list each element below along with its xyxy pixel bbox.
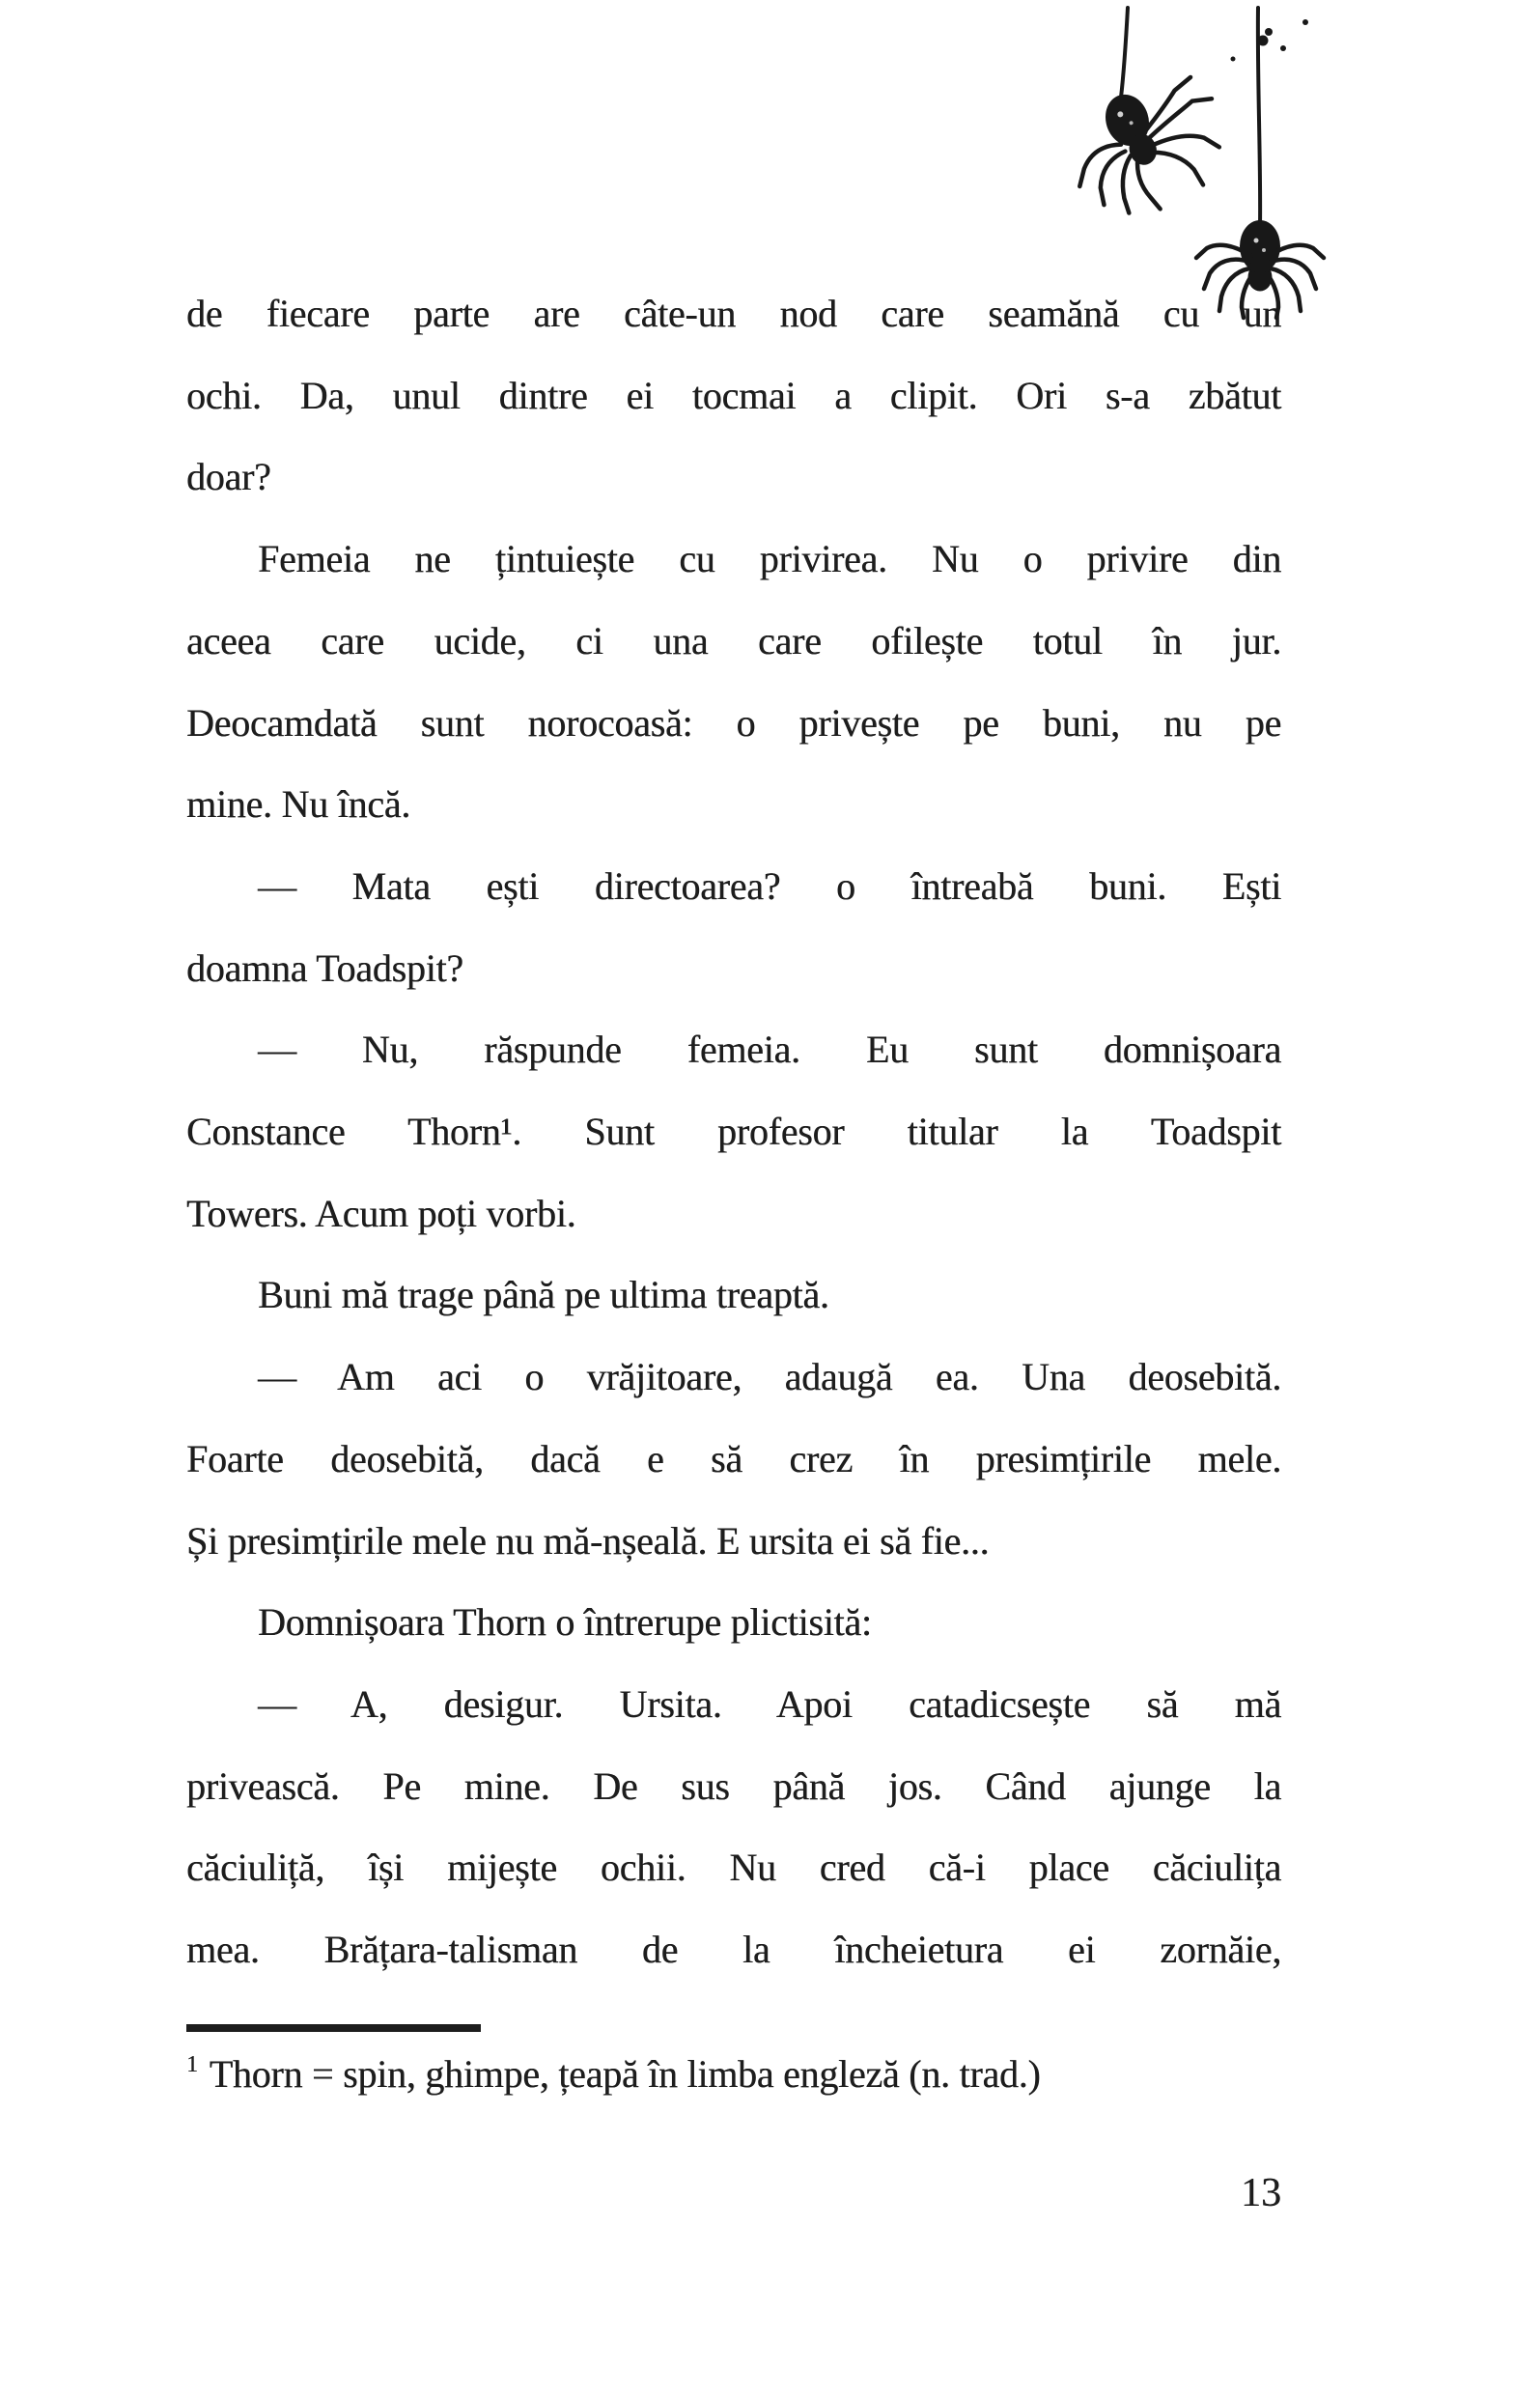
footnote-body: Thorn = spin, ghimpe, țeapă în limba engleză (n. trad.) [209, 2052, 1041, 2096]
ink-speck [1280, 45, 1286, 51]
spider-leg [1150, 140, 1203, 198]
text-line: mine. Nu încă. [186, 782, 410, 827]
spider-leg [1090, 152, 1138, 205]
page-number: 13 [1241, 2171, 1281, 2215]
text-line: — Am aci o vrăjitoare, adaugă ea. Una deosebită. [258, 1355, 1281, 1399]
text-line: Deocamdată sunt norocoasă: o privește pe buni, nu pe [186, 700, 1281, 745]
spider-right-highlight [1254, 239, 1259, 243]
text-line: Foarte deosebită, dacă e să crez în presimțirile mele. [186, 1436, 1281, 1480]
text-line: doamna Toadspit? [186, 945, 463, 990]
text-line: doar? [186, 455, 271, 499]
text-line: Buni mă trage până pe ultima treaptă. [258, 1273, 829, 1317]
text-line: Și presimțirile mele nu mă-nșeală. E ursita ei să fie... [186, 1518, 990, 1563]
ink-speck [1265, 28, 1273, 36]
text-line: aceea care ucide, ci una care ofilește totul în jur. [186, 618, 1281, 662]
text-line: ochi. Da, unul dintre ei tocmai a clipit. Ori s-a zbătut [186, 373, 1281, 417]
text-line: Towers. Acum poți vorbi. [186, 1191, 576, 1235]
ink-speck [1231, 57, 1236, 62]
spider-illustration [1004, 0, 1410, 328]
spider-right-highlight [1262, 248, 1266, 252]
spider-right-icon [1196, 8, 1324, 318]
text-line: privească. Pe mine. De sus până jos. Când ajunge la [186, 1763, 1281, 1808]
ink-specks [1231, 19, 1309, 62]
footnote-text [186, 2045, 1326, 2103]
text-line: — Mata ești directoarea? o întreabă buni. Ești [258, 863, 1281, 908]
text-line: de fiecare parte are câte-un nod care seamănă cu un [186, 292, 1281, 335]
spider-leg [1141, 95, 1217, 138]
text-line: mea. Brățara-talisman de la încheietura ei zornăie, [186, 1928, 1281, 1972]
footnote-marker: 1 [186, 2052, 198, 2077]
spider-left-icon [1057, 8, 1240, 231]
spider-leg [1134, 156, 1161, 211]
spider-left-thread [1121, 8, 1128, 98]
text-line: Constance Thorn¹. Sunt profesor titular la Toadspit [186, 1110, 1281, 1154]
text-line: Femeia ne țintuiește cu privirea. Nu o privire din [258, 537, 1281, 581]
text-line: — Nu, răspunde femeia. Eu sunt domnișoara [258, 1028, 1281, 1072]
footnote-separator [186, 2024, 481, 2032]
text-line: căciuliță, își mijește ochii. Nu cred că-i place căciulița [186, 1846, 1281, 1890]
ink-speck [1258, 36, 1269, 46]
footnote [186, 2024, 1326, 2103]
text-line: — A, desigur. Ursita. Apoi catadicsește să mă [258, 1681, 1281, 1726]
page-text [186, 273, 1281, 1991]
ink-speck [1302, 19, 1308, 25]
text-line: Domnișoara Thorn o întrerupe plictisită: [258, 1600, 872, 1645]
